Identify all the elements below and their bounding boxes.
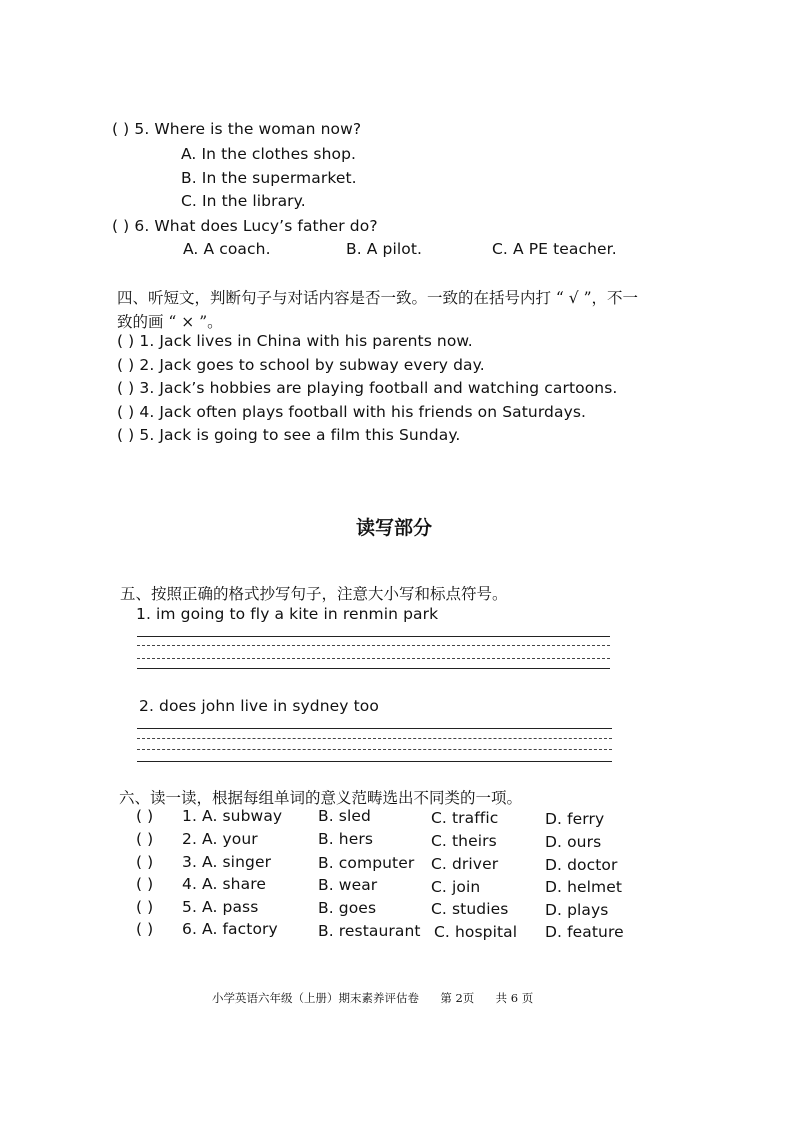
option-d: D. helmet <box>545 878 623 896</box>
answer-paren[interactable]: ( ) <box>136 920 154 938</box>
answer-paren[interactable]: ( ) <box>136 807 154 825</box>
answer-paren[interactable]: ( ) <box>136 853 154 871</box>
page-number: 第 2页 <box>440 991 475 1005</box>
judge-text: 1. Jack lives in China with his parents now. <box>139 332 473 350</box>
answer-paren[interactable]: ( ) <box>117 356 135 374</box>
option-c: C. In the library. <box>181 192 306 210</box>
option-a: 6. A. factory <box>182 920 278 938</box>
option-c: C. studies <box>431 900 509 918</box>
writing-line[interactable] <box>137 636 610 637</box>
answer-paren[interactable]: ( ) <box>117 332 135 350</box>
answer-paren[interactable]: ( ) <box>112 120 130 138</box>
question-text: 6. What does Lucy’s father do? <box>134 217 378 235</box>
writing-line[interactable] <box>137 728 612 729</box>
section-title: 读写部分 <box>356 517 433 539</box>
answer-paren[interactable]: ( ) <box>136 830 154 848</box>
page-footer <box>212 990 533 1006</box>
judge-item-5 <box>117 426 460 444</box>
copy-sentence-2: 2. does john live in sydney too <box>139 697 379 715</box>
writing-guide-line <box>137 658 610 659</box>
section-6-instruction: 六、读一读，根据每组单词的意义范畴选出不同类的一项。 <box>119 789 523 807</box>
exam-name: 小学英语六年级（上册）期末素养评估卷 <box>212 991 419 1005</box>
option-a: 1. A. subway <box>182 807 283 825</box>
writing-line[interactable] <box>137 668 610 669</box>
option-d: D. ours <box>545 833 602 851</box>
option-b: B. A pilot. <box>346 240 423 258</box>
copy-sentence-1: 1. im going to fly a kite in renmin park <box>136 605 439 623</box>
answer-paren[interactable]: ( ) <box>136 898 154 916</box>
option-b: B. wear <box>318 876 378 894</box>
option-b: B. restaurant <box>318 922 421 940</box>
section-4-instruction-cont: 致的画 “ × ”。 <box>117 313 223 331</box>
option-a: 3. A. singer <box>182 853 272 871</box>
writing-line[interactable] <box>137 761 612 762</box>
judge-text: 4. Jack often plays football with his friends on Saturdays. <box>139 403 587 421</box>
judge-text: 3. Jack’s hobbies are playing football and watching cartoons. <box>139 379 618 397</box>
answer-paren[interactable]: ( ) <box>117 426 135 444</box>
option-b: B. In the supermarket. <box>181 169 357 187</box>
option-c: C. hospital <box>434 923 518 941</box>
judge-item-4 <box>117 403 586 421</box>
option-c: C. A PE teacher. <box>492 240 617 258</box>
option-c: C. theirs <box>431 832 497 850</box>
option-a: 4. A. share <box>182 875 266 893</box>
option-a: A. In the clothes shop. <box>181 145 357 163</box>
option-d: D. feature <box>545 923 624 941</box>
option-d: D. plays <box>545 901 609 919</box>
option-b: B. computer <box>318 854 415 872</box>
writing-guide-line <box>137 645 610 646</box>
option-a: 2. A. your <box>182 830 258 848</box>
section-4-instruction: 四、听短文，判断句子与对话内容是否一致。一致的在括号内打 “ √ ”，不一 <box>117 289 639 307</box>
writing-guide-line <box>137 738 612 739</box>
option-a: 5. A. pass <box>182 898 259 916</box>
writing-guide-line <box>137 749 612 750</box>
judge-text: 2. Jack goes to school by subway every day. <box>139 356 485 374</box>
option-b: B. hers <box>318 830 373 848</box>
judge-item-2 <box>117 356 485 374</box>
judge-item-3 <box>117 379 617 397</box>
answer-paren[interactable]: ( ) <box>112 217 130 235</box>
option-c: C. traffic <box>431 809 499 827</box>
answer-paren[interactable]: ( ) <box>136 875 154 893</box>
judge-text: 5. Jack is going to see a film this Sunday. <box>139 426 461 444</box>
option-c: C. driver <box>431 855 499 873</box>
option-c: C. join <box>431 878 481 896</box>
option-d: D. doctor <box>545 856 618 874</box>
answer-paren[interactable]: ( ) <box>117 379 135 397</box>
option-b: B. goes <box>318 899 377 917</box>
judge-item-1 <box>117 332 473 350</box>
option-b: B. sled <box>318 807 371 825</box>
page-total: 共 6 页 <box>495 991 534 1005</box>
option-a: A. A coach. <box>183 240 271 258</box>
question-5-row <box>112 120 361 138</box>
option-d: D. ferry <box>545 810 605 828</box>
question-6-row <box>112 217 378 235</box>
question-text: 5. Where is the woman now? <box>134 120 362 138</box>
answer-paren[interactable]: ( ) <box>117 403 135 421</box>
section-5-instruction: 五、按照正确的格式抄写句子，注意大小写和标点符号。 <box>120 585 508 603</box>
